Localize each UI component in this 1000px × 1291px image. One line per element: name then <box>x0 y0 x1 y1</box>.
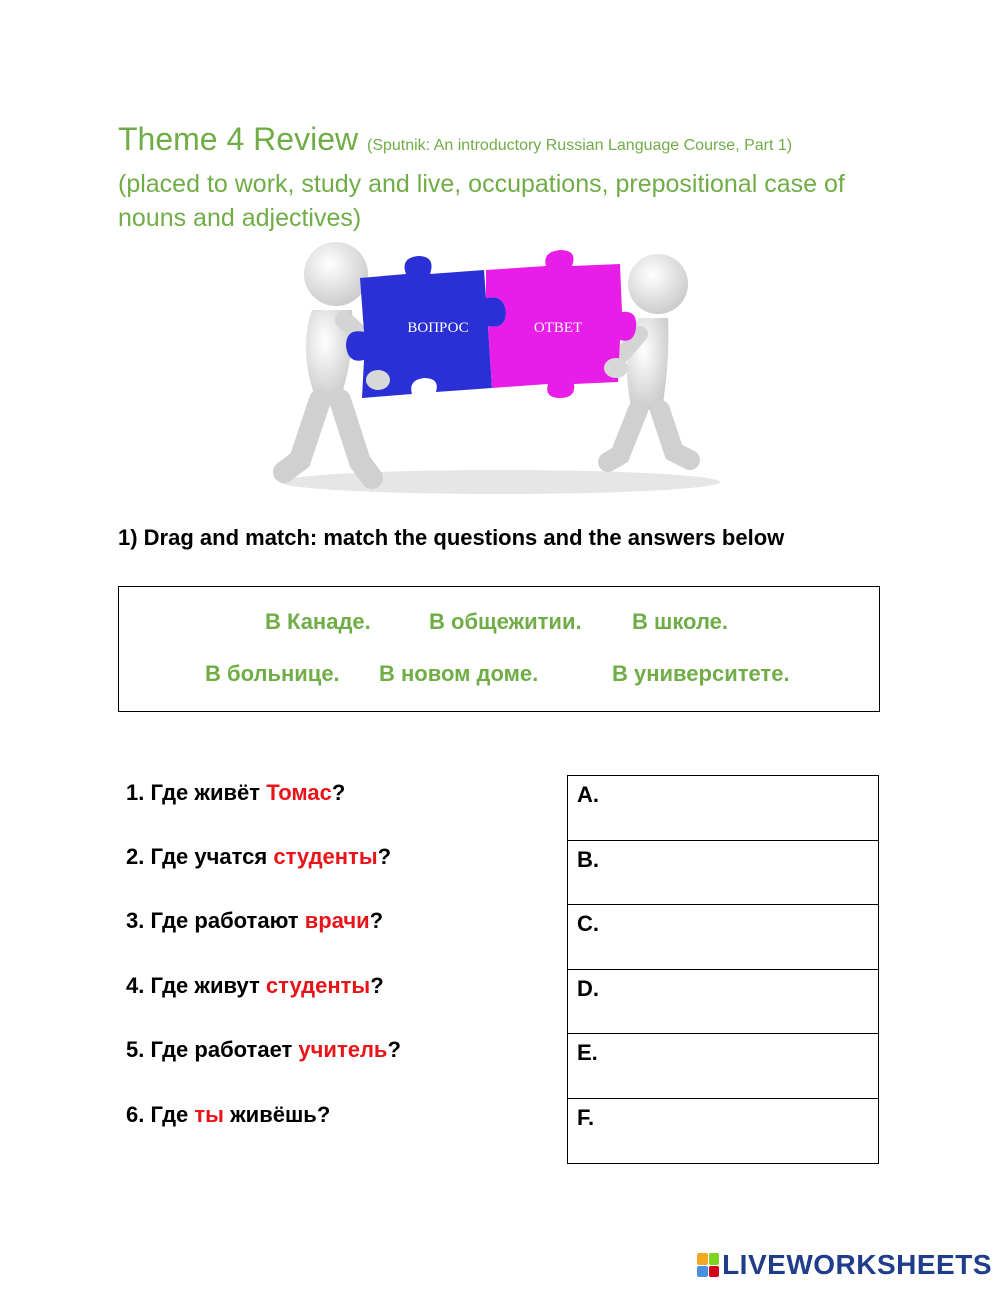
question-piece-label: ВОПРОС <box>407 320 469 336</box>
worksheet-title-block <box>118 118 898 235</box>
question-text: ? <box>331 780 346 805</box>
question-text: 5. Где работает <box>126 1037 299 1062</box>
word-bank-row <box>119 609 879 639</box>
question-item <box>126 844 391 870</box>
answer-drop-table <box>567 775 879 1164</box>
worksheet-title: Theme 4 Review <box>118 121 359 157</box>
liveworksheets-logo-icon <box>697 1253 719 1277</box>
answer-drop-zone-c[interactable]: C. <box>568 905 878 970</box>
word-bank-item[interactable]: В больнице. <box>205 661 340 686</box>
question-text: 4. Где живут <box>126 973 266 998</box>
answer-drop-zone-f[interactable]: F. <box>577 1104 595 1130</box>
worksheet-title-line <box>118 118 898 167</box>
question-highlight: ты <box>194 1102 224 1127</box>
question-item <box>126 973 384 999</box>
question-text: 6. Где <box>126 1102 195 1127</box>
word-bank-item[interactable]: В школе. <box>632 609 728 634</box>
question-highlight: учитель <box>298 1037 388 1062</box>
word-bank-row <box>119 661 879 691</box>
question-item <box>126 780 345 806</box>
question-highlight: студенты <box>265 973 371 998</box>
question-item <box>126 1102 330 1128</box>
question-text: ? <box>370 973 384 998</box>
question-highlight: врачи <box>304 908 370 933</box>
task-heading: 1) Drag and match: match the questions and the answers below <box>118 525 785 550</box>
answer-drop-zone-a[interactable]: A. <box>568 776 878 841</box>
question-text: ? <box>387 1037 401 1062</box>
question-highlight: студенты <box>273 844 378 869</box>
question-text: 2. Где учатся <box>126 844 274 869</box>
liveworksheets-wordmark: LIVEWORKSHEETS <box>722 1249 992 1280</box>
word-bank-item[interactable]: В общежитии. <box>429 609 582 634</box>
liveworksheets-brand[interactable] <box>697 1249 992 1281</box>
answer-piece-label: ОТВЕТ <box>533 320 583 336</box>
question-text: живёшь? <box>223 1102 331 1127</box>
question-text: ? <box>369 908 384 933</box>
word-bank <box>118 586 880 712</box>
answer-drop-zone-b[interactable]: B. <box>568 841 878 906</box>
question-highlight: Томас <box>266 780 332 805</box>
worksheet-subtitle: (Sputnik: An introductory Russian Language Course, Part 1) <box>366 137 793 154</box>
question-item <box>126 1037 401 1063</box>
question-text: 1. Где живёт <box>126 780 267 805</box>
worksheet-topics: (placed to work, study and live, occupations, prepositional case of nouns and adjectives) <box>118 170 845 232</box>
word-bank-item[interactable]: В новом доме. <box>379 661 539 686</box>
question-text: ? <box>377 844 392 869</box>
question-text: 3. Где работают <box>126 908 305 933</box>
question-item <box>126 908 383 934</box>
puzzle-illustration <box>260 240 740 502</box>
word-bank-item[interactable]: В Канаде. <box>265 609 371 634</box>
answer-drop-zone-e[interactable]: E. <box>568 1034 878 1099</box>
answer-drop-zone-d[interactable]: D. <box>568 970 878 1035</box>
word-bank-item[interactable]: В университете. <box>612 661 790 686</box>
